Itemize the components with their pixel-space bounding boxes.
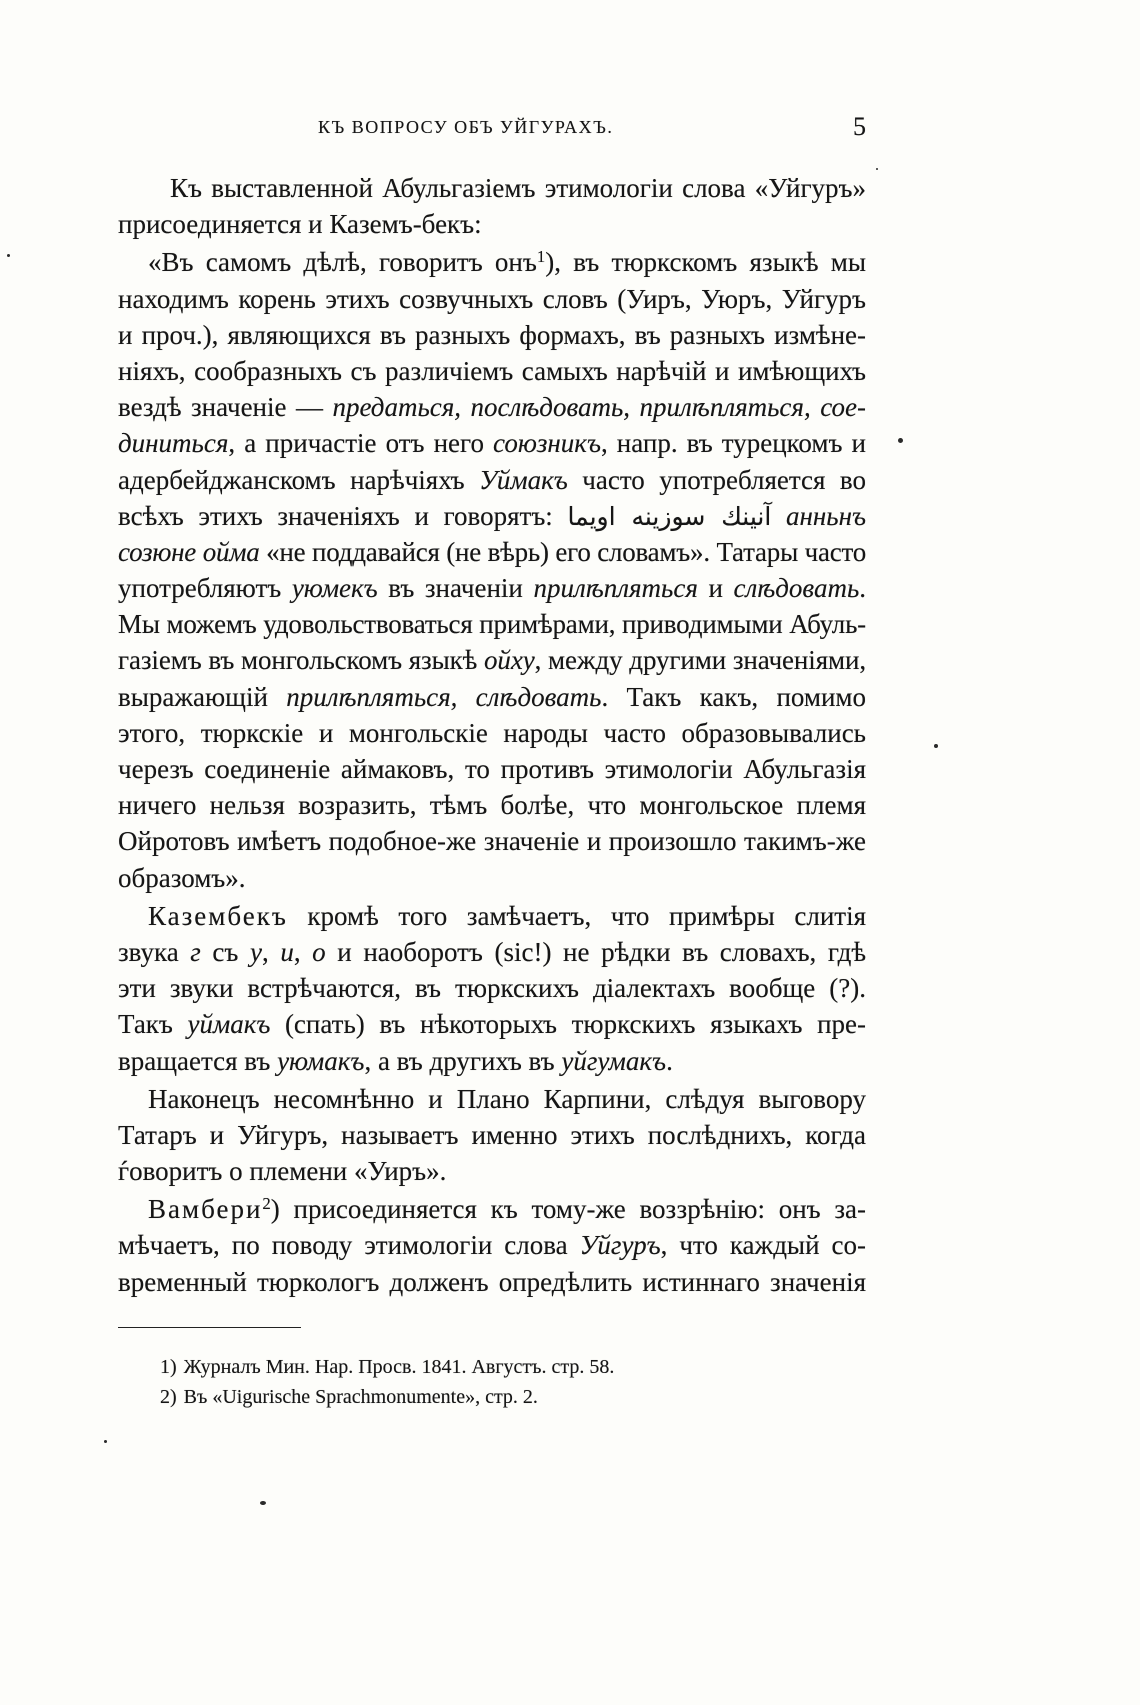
italic-run: и — [280, 936, 294, 967]
text-run: (спать) въ нѣкоторыхъ тюркскихъ языкахъ пре- — [270, 1009, 866, 1040]
text-run: Такъ — [118, 1009, 188, 1040]
text-run: «не поддавайся (не вѣрь) его словамъ». Татары часто — [259, 536, 866, 567]
italic-run: предаться, послѣдовать, прилѣпляться, сое- — [332, 392, 866, 423]
text-line — [118, 317, 866, 353]
text-run: и — [697, 573, 734, 604]
text-run: , а въ другихъ въ — [364, 1045, 562, 1076]
footnote-ref: 2 — [262, 1194, 271, 1214]
italic-run: прилѣпляться — [533, 573, 698, 604]
text-run: Татаръ и Уйгуръ, называетъ именно этихъ послѣднихъ, когда — [118, 1119, 866, 1150]
text-line — [118, 898, 866, 934]
ink-speck — [7, 254, 10, 257]
text-line — [118, 534, 866, 570]
text-line — [118, 934, 866, 970]
italic-run: уюмекъ — [291, 573, 378, 604]
text-run: ), въ тюркскомъ языкѣ мы — [545, 247, 866, 278]
footnote-rule — [118, 1327, 301, 1328]
text-run: , напр. въ турецкомъ и — [600, 428, 866, 459]
text-line — [118, 606, 866, 642]
text-run: Ойротовъ имѣетъ подобное-же значеніе и произошло такимъ-же — [118, 826, 866, 857]
italic-run: слѣдовать — [733, 573, 860, 604]
text-run: эти звуки встрѣчаются, въ тюркскихъ діалектахъ вообще (?). — [118, 973, 866, 1004]
italic-run: созюне ойма — [118, 536, 260, 567]
text-run: . — [859, 573, 866, 604]
footnote-marker: 2) — [160, 1386, 177, 1408]
text-run: мѣчаетъ, по поводу этимологіи слова — [118, 1230, 580, 1261]
text-line — [118, 751, 866, 787]
italic-run: ойху — [484, 645, 535, 676]
text-line — [118, 425, 866, 461]
ink-speck — [104, 1440, 107, 1443]
text-line — [118, 1081, 866, 1117]
text-run: присоединяется и Каземъ-бекъ: — [118, 209, 482, 240]
text-run: адербейджанскомъ нарѣчіяхъ — [118, 464, 480, 495]
text-line — [118, 642, 866, 678]
italic-run: анньнъ — [771, 500, 866, 531]
text-line — [118, 462, 866, 498]
text-run: кромѣ того замѣчаетъ, что примѣры слитія — [287, 900, 866, 931]
text-run: употребляютъ — [118, 573, 292, 604]
italic-run: прилѣпляться, слѣдовать — [286, 681, 602, 712]
text-run: и проч.), являющихся въ разныхъ формахъ, въ разныхъ измѣне- — [118, 319, 866, 350]
footnote-text: Въ «Uigurische Sprachmonumente», стр. 2. — [183, 1386, 538, 1408]
text-line — [118, 570, 866, 606]
body-text — [118, 170, 866, 1300]
text-line — [118, 1264, 866, 1300]
text-run: звука — [118, 936, 191, 967]
ink-speck — [876, 168, 878, 170]
text-line — [118, 970, 866, 1006]
text-run: всѣхъ этихъ значеніяхъ и говорятъ: — [118, 500, 568, 531]
text-line — [118, 679, 866, 715]
text-line — [118, 1043, 866, 1079]
text-line — [118, 498, 866, 534]
footnote — [160, 1382, 860, 1412]
italic-run: Уймакъ — [479, 464, 568, 495]
text-line — [118, 787, 866, 823]
text-run: . Такъ какъ, помимо — [601, 681, 867, 712]
text-line — [118, 206, 866, 242]
text-line — [118, 1153, 866, 1189]
text-line — [118, 281, 866, 317]
footnotes — [160, 1352, 860, 1412]
text-line — [118, 170, 866, 206]
text-run: Наконецъ несомнѣнно и Плано Карпини, слѣдуя выговору — [148, 1083, 866, 1114]
text-line — [118, 389, 866, 425]
text-line — [118, 823, 866, 859]
text-run: черезъ соединеніе аймаковъ, то противъ этимологіи Абульгазія — [118, 754, 866, 784]
text-line — [118, 1191, 866, 1227]
paragraph — [118, 898, 866, 1079]
text-run: ѓоворитъ о племени «Уиръ». — [118, 1156, 447, 1187]
text-line — [118, 353, 866, 389]
text-run: въ значеніи — [377, 573, 534, 604]
text-run: Къ выставленной Абульгазіемъ этимологіи слова «Уйгуръ» — [170, 173, 866, 203]
footnote-text: Журналъ Мин. Нар. Просв. 1841. Августъ. стр. 58. — [183, 1356, 615, 1378]
text-run: ніяхъ, сообразныхъ съ различіемъ самыхъ нарѣчій и имѣющихъ — [118, 355, 866, 386]
italic-run: о — [312, 936, 326, 967]
text-run: выражающій — [118, 681, 287, 712]
text-run: , — [293, 936, 313, 967]
text-run: этого, тюркскіе и монгольскіе народы часто образовывались — [118, 717, 866, 748]
text-line — [118, 1117, 866, 1153]
running-head: КЪ ВОПРОСУ ОБЪ УЙГУРАХЪ. — [318, 117, 614, 137]
text-run: и наоборотъ (sic!) не рѣдки въ словахъ, гдѣ — [325, 936, 867, 967]
text-run: вращается въ — [118, 1045, 278, 1076]
text-run: ) присоединяется къ тому-же воззрѣнію: онъ за- — [270, 1194, 866, 1225]
arabic-phrase: آنينك سوزينه اويما — [567, 501, 772, 531]
italic-run: союзникъ — [493, 428, 601, 459]
ink-speck — [934, 744, 938, 748]
text-run: , — [261, 936, 281, 967]
text-run: газіемъ въ монгольскомъ языкѣ — [118, 645, 485, 676]
paragraph — [118, 1191, 866, 1300]
text-run: . — [666, 1045, 673, 1076]
text-line — [118, 1227, 866, 1263]
spaced-word: Казембекъ — [148, 900, 288, 931]
text-line — [118, 715, 866, 751]
text-run: находимъ корень этихъ созвучныхъ словъ (Уиръ, Уюръ, Уйгуръ — [118, 283, 866, 314]
page-number: 5 — [853, 112, 866, 141]
text-run: временный тюркологъ долженъ опредѣлить истиннаго значенія — [118, 1266, 866, 1297]
text-run: образомъ». — [118, 862, 246, 893]
footnote-marker: 1) — [160, 1356, 177, 1378]
italic-run: диниться — [118, 428, 229, 459]
italic-run: у — [249, 936, 262, 967]
text-run: ничего нельзя возразить, тѣмъ болѣе, что монгольское племя — [118, 790, 866, 821]
italic-run: уюмакъ — [277, 1045, 365, 1076]
text-run: , а причастіе отъ него — [228, 428, 494, 459]
text-run: вездѣ значеніе — — [118, 392, 333, 423]
italic-run: уймакъ — [187, 1009, 271, 1040]
text-run: Мы можемъ удовольствоваться примѣрами, приводимыми Абуль- — [118, 609, 866, 640]
ink-speck — [898, 438, 903, 443]
footnote — [160, 1352, 860, 1382]
text-run: съ — [200, 936, 250, 967]
footnote-ref: 1 — [536, 247, 546, 267]
text-run: «Въ самомъ дѣлѣ, говоритъ онъ — [148, 247, 537, 278]
italic-run: Уйгуръ — [579, 1230, 661, 1261]
paragraph — [118, 1081, 866, 1190]
italic-run: уйгумакъ — [561, 1045, 667, 1076]
ink-speck — [260, 1501, 266, 1505]
italic-run: г — [190, 936, 201, 967]
spaced-word: Вамбери — [148, 1194, 263, 1225]
text-line — [118, 860, 866, 896]
text-run: , между другими значеніями, — [534, 645, 866, 676]
paragraph — [118, 244, 866, 895]
text-line — [118, 244, 866, 280]
paragraph — [118, 170, 866, 242]
text-line — [118, 1006, 866, 1042]
text-run: часто употребляется во — [567, 464, 866, 495]
text-run: , что каждый со- — [660, 1230, 866, 1261]
